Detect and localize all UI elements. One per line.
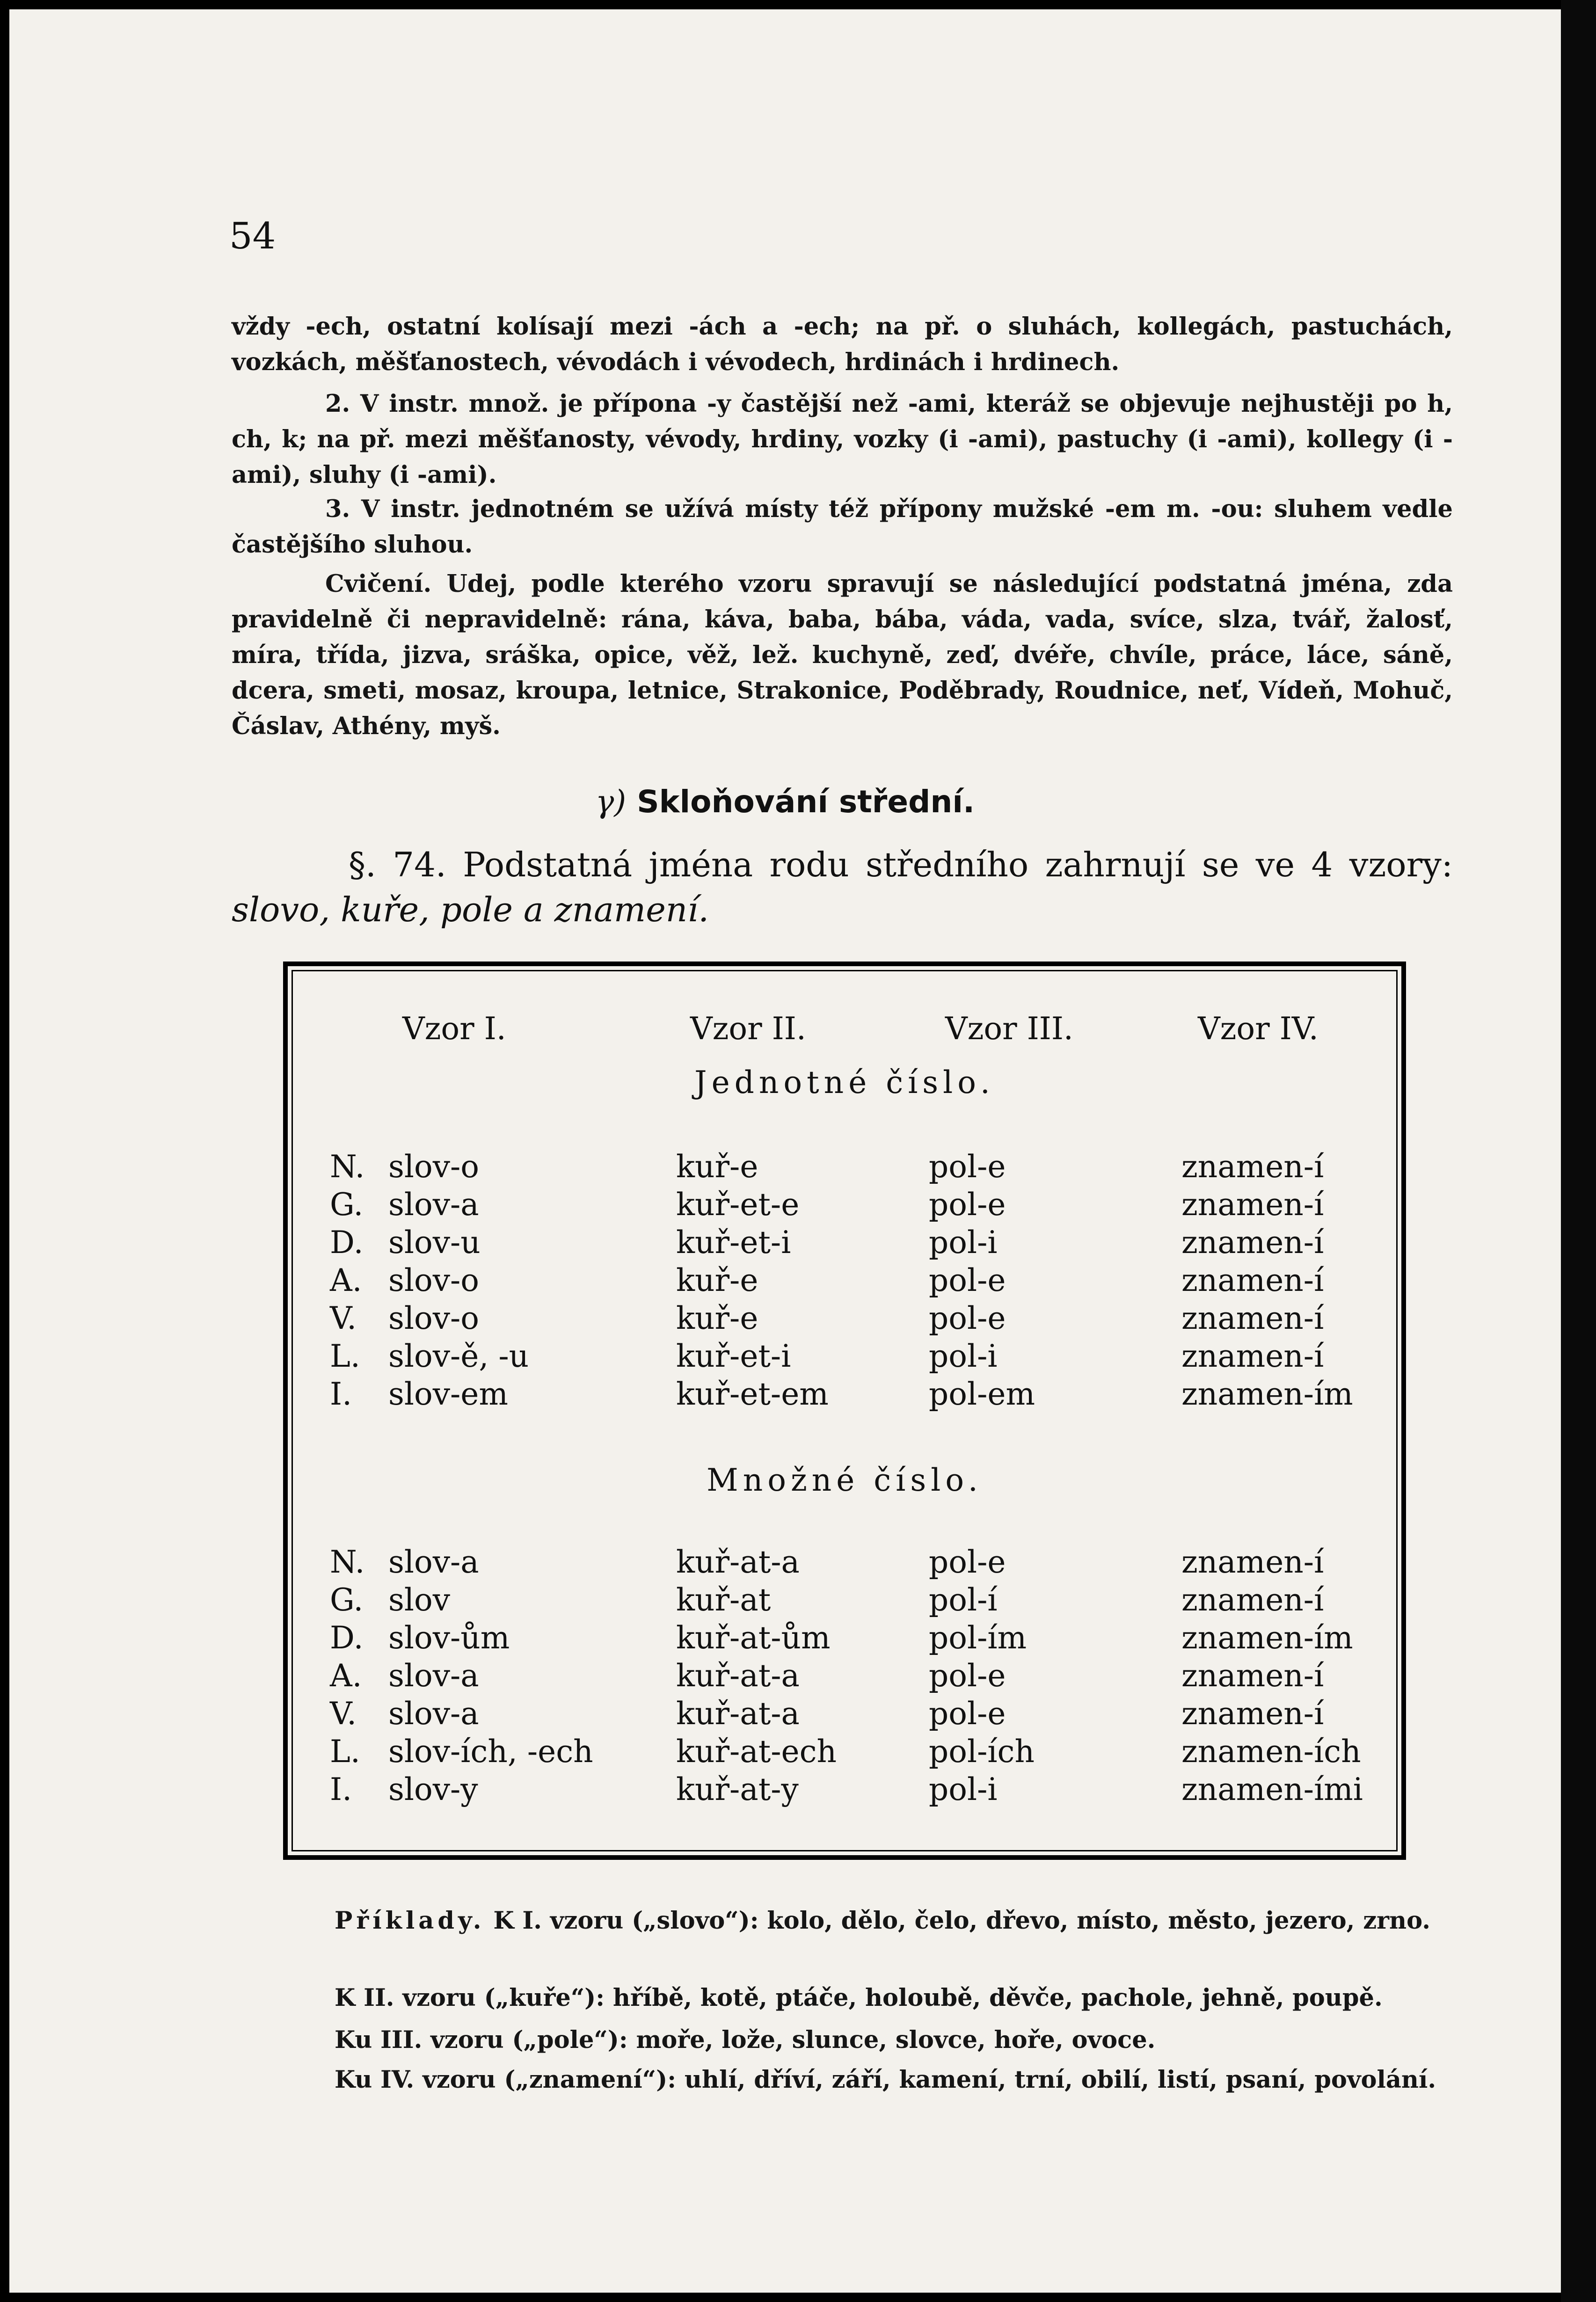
form-cell: slov-a [388,1544,479,1580]
case-label: D. [330,1224,364,1260]
section-title [9,784,1561,820]
examples-line-1: Příklady. K I. vzoru („slovo“): kolo, dělo, čelo, dřevo, místo, město, jezero, zrno. [335,1907,1430,1935]
page [9,9,1561,2293]
section-title-text: Skloňování střední. [637,784,975,820]
form-cell: znamen-í [1181,1224,1324,1260]
page-number: 54 [229,215,276,257]
form-cell: pol-i [929,1224,998,1260]
form-cell: kuř-at-a [676,1658,800,1694]
form-cell: kuř-at-ům [676,1620,831,1656]
form-cell: pol-e [929,1696,1006,1732]
form-cell: znamen-ími [1181,1771,1363,1807]
form-cell: znamen-í [1181,1149,1324,1185]
case-label: A. [330,1262,362,1298]
form-cell: pol-e [929,1149,1006,1185]
form-cell: slov-o [388,1300,480,1336]
header-vzor-4: Vzor IV. [1198,1011,1319,1047]
case-label: G. [330,1187,364,1223]
case-label: N. [330,1544,365,1580]
examples-line-2: K II. vzoru („kuře“): hříbě, kotě, ptáče, holoubě, děvče, pachole, jehně, poupě. [335,1984,1383,2012]
form-cell: slov-ě, -u [388,1338,529,1374]
singular-label: Jednotné číslo. [694,1064,995,1100]
case-label: A. [330,1658,362,1694]
form-cell: pol-i [929,1771,998,1807]
form-cell: kuř-e [676,1300,758,1336]
paragraph-1: vždy -ech, ostatní kolísají mezi -ách a -ech; na př. o sluhách, kollegách, pastuchách, vozkách, měšťanostech, vévodách i vévodech, hrdinách i hrdinech. [232,313,1453,376]
form-cell: znamen-í [1181,1262,1324,1298]
form-cell: slov-a [388,1187,479,1223]
form-cell: kuř-et-em [676,1376,829,1412]
case-label: L. [330,1734,360,1770]
form-cell: znamen-í [1181,1582,1324,1618]
declension-table [283,962,1406,1860]
case-label: G. [330,1582,364,1618]
form-cell: slov-u [388,1224,481,1260]
form-cell: slov-y [388,1771,478,1807]
form-cell: znamen-í [1181,1187,1324,1223]
form-cell: kuř-at-a [676,1696,800,1732]
form-cell: pol-em [929,1376,1035,1412]
form-cell: znamen-ím [1181,1376,1353,1412]
form-cell: kuř-et-i [676,1224,791,1260]
form-cell: slov-ům [388,1620,510,1656]
form-cell: kuř-e [676,1262,758,1298]
form-cell: slov [388,1582,450,1618]
form-cell: znamen-í [1181,1300,1324,1336]
form-cell: znamen-í [1181,1658,1324,1694]
form-cell: slov-a [388,1658,479,1694]
exercise-paragraph: Cvičení. Udej, podle kterého vzoru spravují se následující podstatná jména, zda pravidelně či nepravidelně: rána, káva, baba, bába, váda, vada, svíce, slza, tvář, žalosť, míra, třída, jizva, sráška, opice, věž, lež. kuchyně, zeď, dvéře, chvíle, práce, láce, sáně, dcera, smeti, mosaz, kroupa, letnice, Strakonice, Poděbrady, Roudnice, neť, Vídeň, Mohuč, Čáslav, Athény, myš. [232,570,1453,740]
paragraph-74: §. 74. Podstatná jména rodu středního zahrnují se ve 4 vzory: slovo, kuře, pole a znamení. [232,845,1453,929]
case-label: V. [330,1300,357,1336]
form-cell: kuř-at [676,1582,771,1618]
form-cell: pol-í [929,1582,998,1618]
form-cell: kuř-et-e [676,1187,800,1223]
form-cell: znamen-ím [1181,1620,1353,1656]
form-cell: kuř-e [676,1149,758,1185]
form-cell: kuř-at-a [676,1544,800,1580]
form-cell: pol-ích [929,1734,1035,1770]
examples-label: Příklady. [335,1907,485,1935]
plural-label: Množné číslo. [707,1462,983,1498]
case-label: L. [330,1338,360,1374]
form-cell: slov-em [388,1376,508,1412]
case-label: D. [330,1620,364,1656]
form-cell: pol-e [929,1658,1006,1694]
form-cell: pol-e [929,1544,1006,1580]
form-cell: znamen-í [1181,1696,1324,1732]
section-greek: γ) [595,784,627,820]
form-cell: znamen-í [1181,1544,1324,1580]
form-cell: kuř-at-ech [676,1734,837,1770]
paradigm-examples: slovo, kuře, pole a znamení. [232,890,709,929]
form-cell: pol-e [929,1187,1006,1223]
form-cell: pol-e [929,1300,1006,1336]
form-cell: znamen-ích [1181,1734,1361,1770]
form-cell: slov-o [388,1262,480,1298]
case-label: I. [330,1376,352,1412]
header-vzor-2: Vzor II. [690,1011,806,1047]
form-cell: slov-o [388,1149,480,1185]
form-cell: pol-e [929,1262,1006,1298]
form-cell: pol-ím [929,1620,1027,1656]
scan-edge [1561,0,1596,2302]
case-label: V. [330,1696,357,1732]
case-label: I. [330,1771,352,1807]
form-cell: znamen-í [1181,1338,1324,1374]
header-vzor-1: Vzor I. [402,1011,506,1047]
form-cell: kuř-et-i [676,1338,791,1374]
examples-line-3: Ku III. vzoru („pole“): moře, lože, slunce, slovce, hoře, ovoce. [335,2026,1156,2054]
examples-line-4: Ku IV. vzoru („znamení“): uhlí, dříví, září, kamení, trní, obilí, listí, psaní, povolání. [335,2066,1436,2094]
form-cell: slov-ích, -ech [388,1734,593,1770]
case-label: N. [330,1149,365,1185]
paragraph-2: 2. V instr. množ. je přípona -y častější než -ami, kteráž se objevuje nejhustěji po h, ch, k; na př. mezi měšťanosty, vévody, hrdiny, vozky (i -ami), pastuchy (i -ami), kollegy (i -ami), sluhy (i -ami). [232,390,1453,489]
form-cell: pol-i [929,1338,998,1374]
form-cell: slov-a [388,1696,479,1732]
paragraph-3: 3. V instr. jednotném se užívá místy též přípony mužské -em m. -ou: sluhem vedle častějšího sluhou. [232,495,1453,559]
header-vzor-3: Vzor III. [945,1011,1073,1047]
form-cell: kuř-at-y [676,1771,799,1807]
